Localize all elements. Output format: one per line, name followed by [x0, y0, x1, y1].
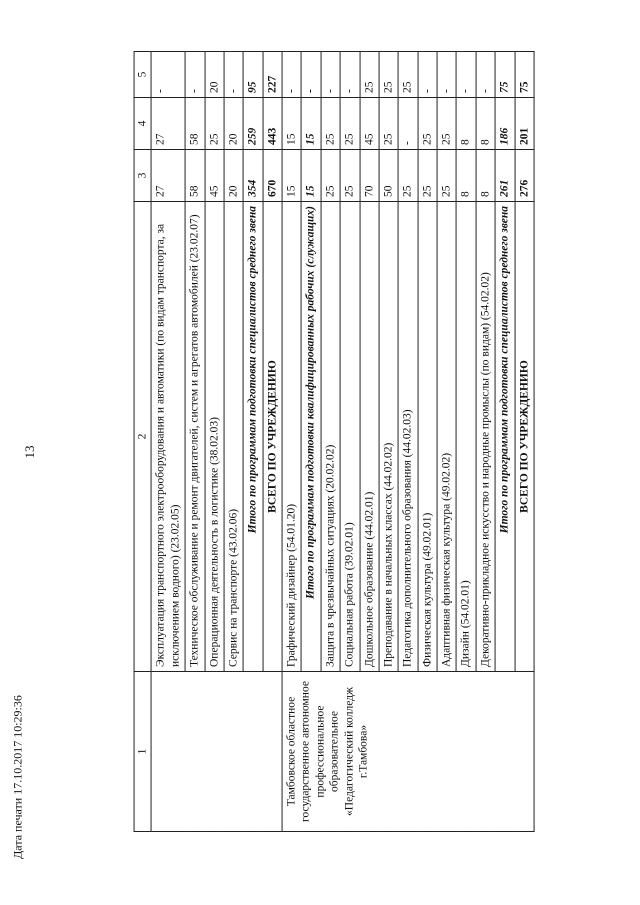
value-col4: - — [398, 98, 417, 150]
value-col3: 15 — [301, 150, 320, 202]
value-col5: 25 — [398, 52, 417, 98]
value-col5: - — [418, 52, 437, 98]
value-col4: 15 — [301, 98, 320, 150]
program-name: Графический дизайнер (54.01.20) — [282, 202, 301, 672]
value-col3: 261 — [495, 150, 514, 202]
col-header-5: 5 — [134, 52, 151, 98]
program-name: Итого по программам подготовки специалистов среднего звена — [495, 202, 514, 672]
program-name: Социальная работа (39.02.01) — [340, 202, 359, 672]
value-col5: - — [476, 52, 495, 98]
header-row — [134, 52, 151, 832]
print-date: Дата печати 17.10.2017 10:29:36 — [10, 695, 25, 859]
value-col3: 25 — [340, 150, 359, 202]
value-col5: 75 — [495, 52, 514, 98]
value-col5: - — [224, 52, 243, 98]
value-col5: - — [340, 52, 359, 98]
value-col5: - — [151, 52, 185, 98]
program-name: ВСЕГО ПО УЧРЕЖДЕНИЮ — [515, 202, 534, 672]
program-name: Дизайн (54.02.01) — [456, 202, 475, 672]
program-name: Декоративно-прикладное искусство и народные промыслы (по видам) (54.02.02) — [476, 202, 495, 672]
org-cell-empty — [151, 672, 282, 832]
rotated-table-container — [134, 52, 535, 832]
value-col4: 8 — [456, 98, 475, 150]
value-col3: 25 — [418, 150, 437, 202]
value-col5: 95 — [243, 52, 262, 98]
value-col3: 15 — [282, 150, 301, 202]
program-name: Преподавание в начальных классах (44.02.02) — [379, 202, 398, 672]
table-row — [282, 52, 301, 832]
program-name: Адаптивная физическая культура (49.02.02) — [437, 202, 456, 672]
value-col4: 25 — [437, 98, 456, 150]
value-col3: 58 — [185, 150, 204, 202]
program-name: Итого по программам подготовки квалифицированных рабочих (служащих) — [301, 202, 320, 672]
value-col5: - — [185, 52, 204, 98]
value-col3: 8 — [456, 150, 475, 202]
value-col5: - — [456, 52, 475, 98]
value-col4: 25 — [379, 98, 398, 150]
program-name: Защита в чрезвычайных ситуациях (20.02.02) — [321, 202, 340, 672]
col-header-4: 4 — [134, 98, 151, 150]
value-col5: - — [301, 52, 320, 98]
value-col3: 25 — [437, 150, 456, 202]
value-col3: 276 — [515, 150, 534, 202]
value-col5: 25 — [379, 52, 398, 98]
value-col3: 354 — [243, 150, 262, 202]
program-name: Дошкольное образование (44.02.01) — [360, 202, 379, 672]
program-name: Физическая культура (49.02.01) — [418, 202, 437, 672]
value-col3: 8 — [476, 150, 495, 202]
value-col4: 25 — [418, 98, 437, 150]
value-col5: - — [282, 52, 301, 98]
col-header-1: 1 — [134, 672, 151, 832]
value-col4: 58 — [185, 98, 204, 150]
program-name: Эксплуатация транспортного электрооборудования и автоматики (по видам транспорта, за исключением водного) (23.02.05) — [151, 202, 185, 672]
page-number: 13 — [22, 445, 37, 459]
col-header-2: 2 — [134, 202, 151, 672]
value-col4: 15 — [282, 98, 301, 150]
program-name: Операционная деятельность в логистике (38.02.03) — [205, 202, 224, 672]
value-col5: 227 — [263, 52, 282, 98]
value-col3: 50 — [379, 150, 398, 202]
program-name: Итого по программам подготовки специалистов среднего звена — [243, 202, 262, 672]
value-col5: - — [321, 52, 340, 98]
admission-table — [134, 51, 535, 832]
value-col4: 201 — [515, 98, 534, 150]
value-col4: 25 — [340, 98, 359, 150]
value-col4: 25 — [321, 98, 340, 150]
value-col3: 27 — [151, 150, 185, 202]
table-row — [151, 52, 185, 832]
value-col3: 25 — [321, 150, 340, 202]
program-name: Сервис на транспорте (43.02.06) — [224, 202, 243, 672]
value-col3: 25 — [398, 150, 417, 202]
program-name: Техническое обслуживание и ремонт двигателей, систем и агрегатов автомобилей (23.02.07) — [185, 202, 204, 672]
program-name: ВСЕГО ПО УЧРЕЖДЕНИЮ — [263, 202, 282, 672]
value-col3: 670 — [263, 150, 282, 202]
value-col4: 25 — [205, 98, 224, 150]
value-col3: 70 — [360, 150, 379, 202]
col-header-3: 3 — [134, 150, 151, 202]
value-col3: 20 — [224, 150, 243, 202]
program-name: Педагогика дополнительного образования (44.02.03) — [398, 202, 417, 672]
value-col4: 45 — [360, 98, 379, 150]
value-col4: 259 — [243, 98, 262, 150]
value-col4: 27 — [151, 98, 185, 150]
value-col5: 75 — [515, 52, 534, 98]
value-col4: 8 — [476, 98, 495, 150]
value-col4: 186 — [495, 98, 514, 150]
value-col4: 20 — [224, 98, 243, 150]
value-col5: 20 — [205, 52, 224, 98]
value-col3: 45 — [205, 150, 224, 202]
org-name: Тамбовское областное государственное автономное профессиональное образовательное «Педагогический колледж г.Тамбова» — [282, 672, 534, 832]
value-col4: 443 — [263, 98, 282, 150]
value-col5: 25 — [360, 52, 379, 98]
value-col5: - — [437, 52, 456, 98]
